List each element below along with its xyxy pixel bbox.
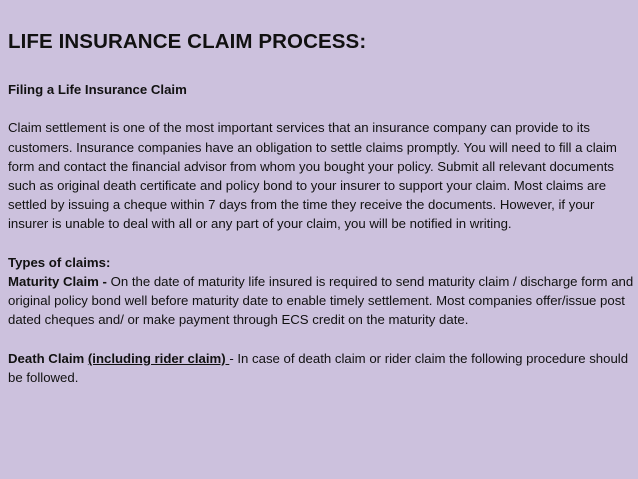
death-claim-text: - In case of death claim or rider claim the following procedure should be followed.: [8, 350, 629, 385]
maturity-claim-label: Maturity Claim -: [8, 274, 107, 289]
death-claim-paragraph: [8, 349, 634, 387]
intro-paragraph: Claim settlement is one of the most important services that an insurance company can provide to its customers. Insurance companies have an obligation to settle claims promptly. You will need to fill a claim form and contact the financial advisor from whom you bought your policy. Submit all relevant documents such as original death certificate and policy bond to your insurer to support your claim. Most claims are settled by issuing a cheque within 7 days from the time they receive the documents. However, if your insurer is unable to deal with all or any part of your claim, you will be notified in writing.: [8, 120, 617, 232]
death-claim-rider-label: (including rider claim): [87, 350, 230, 366]
spacer: [8, 234, 634, 253]
maturity-claim-text: On the date of maturity life insured is required to send maturity claim / discharge form and original policy bond well before maturity date to enable timely settlement. Most companies offer/issue post dated cheques and/ or make payment through ECS credit on the maturity date.: [8, 274, 634, 328]
types-heading: Types of claims:: [8, 254, 111, 270]
slide-title: LIFE INSURANCE CLAIM PROCESS:: [8, 30, 367, 53]
spacer: [8, 330, 634, 349]
maturity-claim-paragraph: [8, 272, 634, 330]
slide-body: [8, 80, 634, 387]
death-claim-label: Death Claim: [8, 350, 88, 366]
spacer: [8, 99, 634, 118]
section-subtitle: Filing a Life Insurance Claim: [8, 82, 187, 97]
